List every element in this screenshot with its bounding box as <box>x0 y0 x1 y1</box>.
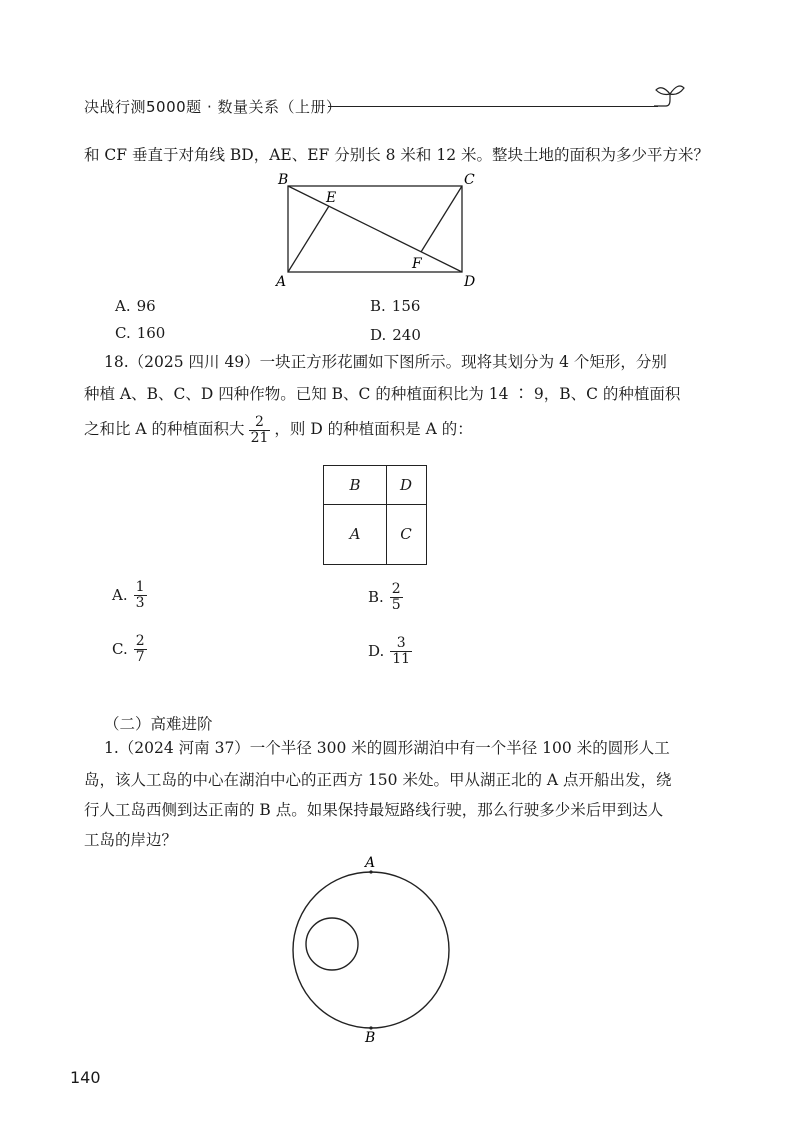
rectangle-diagram <box>270 170 490 290</box>
q18-option-c: C. $\frac{2}{7}$ <box>112 633 145 665</box>
q18-line-3: 之和比 A 的种植面积大 $\frac{2}{21}$ ，则 D 的种植面积是 A 的： <box>84 414 473 446</box>
q1-line-1: 1.（2024 河南 37）一个半径 300 米的圆形湖泊中有一个半径 100 米的圆形人工 <box>104 739 670 757</box>
q1-line-3: 行人工岛西侧到达正南的 B 点。如果保持最短路线行驶，那么行驶多少米后甲到达人 <box>84 801 664 819</box>
lake-island-diagram <box>285 852 465 1042</box>
point-label-c: C <box>464 172 475 188</box>
q1-line-4: 工岛的岸边？ <box>84 831 178 849</box>
point-label-a: A <box>276 274 287 290</box>
sprout-icon <box>650 80 690 110</box>
q17-option-d: D. 240 <box>370 326 421 344</box>
point-label-a: A <box>365 855 376 871</box>
cell-d: D <box>399 476 413 494</box>
q17-option-c: C. 160 <box>115 324 166 342</box>
q18-option-d: D. $\frac{3}{11}$ <box>368 635 411 667</box>
point-label-b: B <box>365 1030 376 1042</box>
q18-option-b: B. $\frac{2}{5}$ <box>368 581 401 613</box>
island-circle <box>306 918 358 970</box>
point-label-e: E <box>326 190 337 206</box>
page-number: 140 <box>70 1068 101 1087</box>
q18-fraction: $\frac{2}{21}$ <box>250 414 269 446</box>
q18-line-2: 种植 A、B、C、D 四种作物。已知 B、C 的种植面积比为 14 ∶ 9，B、C 的种植面积 <box>84 385 681 403</box>
running-header: 决战行测5000题 · 数量关系（上册） <box>84 98 342 116</box>
point-label-d: D <box>464 274 476 290</box>
square-garden-diagram <box>323 465 427 565</box>
cell-b: B <box>349 476 361 494</box>
q18-line-1: 18.（2025 四川 49）一块正方形花圃如下图所示。现将其划分为 4 个矩形，分别 <box>104 353 667 371</box>
cell-a: A <box>349 525 361 543</box>
section-title: （二）高难进阶 <box>104 715 213 733</box>
q17-option-a: A. 96 <box>115 297 156 315</box>
q1-line-2: 岛，该人工岛的中心在湖泊中心的正西方 150 米处。甲从湖正北的 A 点开船出发，绕 <box>84 771 672 789</box>
q18-option-a: A. $\frac{1}{3}$ <box>112 579 145 611</box>
q17-text: 和 CF 垂直于对角线 BD，AE、EF 分别长 8 米和 12 米。整块土地的面积为多少平方米？ <box>84 146 710 164</box>
lake-circle <box>293 872 449 1028</box>
cell-c: C <box>400 525 412 543</box>
point-label-b: B <box>278 172 289 188</box>
point-label-f: F <box>412 256 422 272</box>
header-rule <box>328 106 658 107</box>
q17-option-b: B. 156 <box>370 297 421 315</box>
